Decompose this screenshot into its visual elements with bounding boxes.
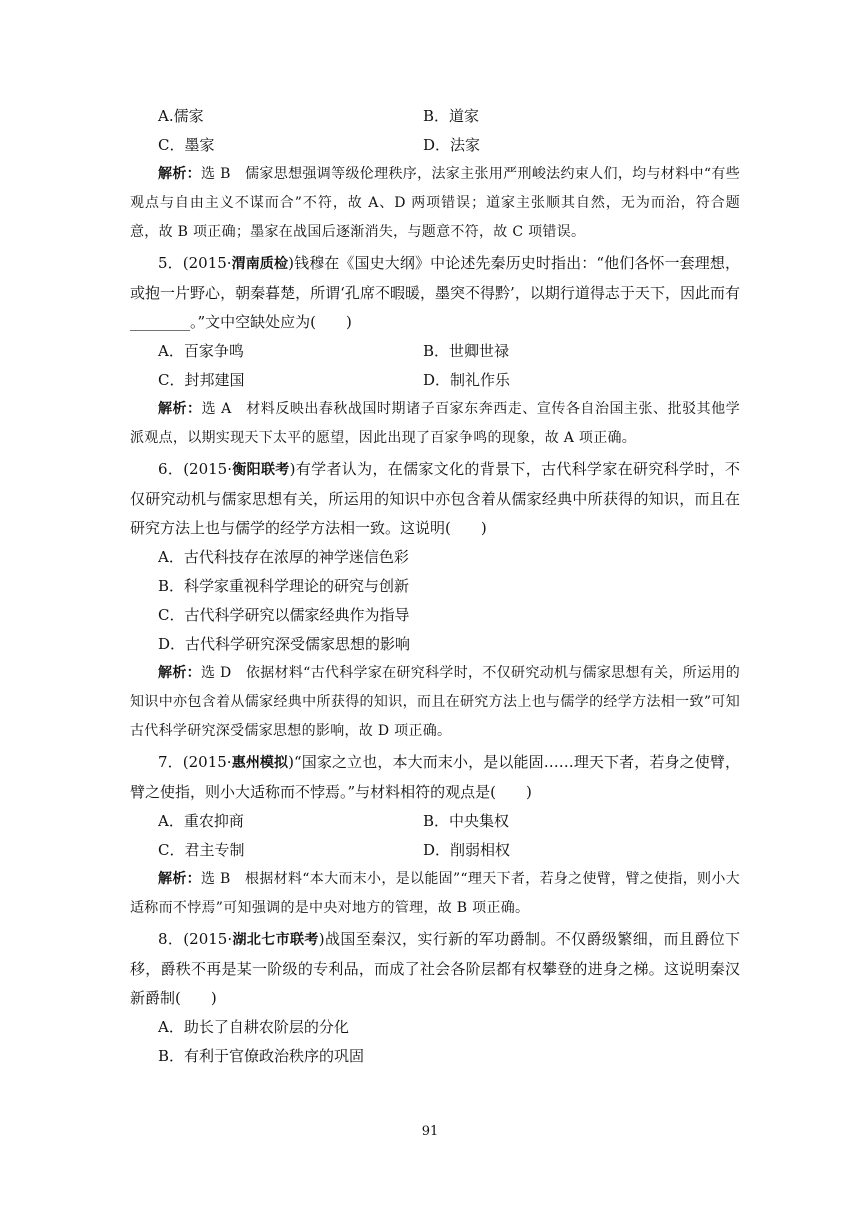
q4-option-c: C．墨家	[158, 136, 215, 154]
q7-option-a: A．重农抑商	[158, 812, 244, 830]
question-text: )有学者认为，在儒家文化的背景下，古代科学家在研究科学时，不仅研究动机与儒家思想有关，所运用的知识中亦包含着从儒家经典中所获得的知识，而且在研究方法上也与儒学的经学方法相一致。这说明( )	[130, 460, 740, 537]
q6-explanation	[130, 659, 740, 746]
q4-options-row-1	[130, 102, 740, 131]
q5-stem	[130, 249, 740, 337]
q4-option-b: B．道家	[423, 107, 480, 125]
question-number: 8．(2015·	[158, 930, 233, 948]
question-text: )战国至秦汉，实行新的军功爵制。不仅爵级繁细，而且爵位下移，爵秩不再是某一阶级的专利品，而成了社会各阶层都有权攀登的进身之梯。这说明秦汉新爵制( )	[130, 930, 740, 1007]
explanation-text: 选 A 材料反映出春秋战国时期诸子百家东奔西走、宣传各自治国主张、批驳其他学派观点，以期实现天下太平的愿望，因此出现了百家争鸣的现象，故 A 项正确。	[130, 401, 740, 446]
explanation-label: 解析：	[158, 665, 201, 681]
question-source: 衡阳联考	[232, 462, 290, 478]
q5-options-row-1	[130, 337, 740, 366]
question-source: 湖北七市联考	[232, 932, 319, 948]
q7-option-b: B．中央集权	[423, 812, 510, 830]
explanation-text: 选 B 根据材料“本大而末小，是以能固”“理天下者，若身之使臂，臂之使指，则小大适称而不悖焉”可知强调的是中央对地方的管理，故 B 项正确。	[130, 871, 740, 916]
q8-stem	[130, 925, 740, 1013]
explanation-text: 选 B 儒家思想强调等级伦理秩序，法家主张用严刑峻法约束人们，均与材料中“有些观点与自由主义不谋而合”不符，故 A、D 两项错误；道家主张顺其自然，无为而治，符合题意，故 B 项正确；墨家在战国后逐渐消失，与题意不符，故 C 项错误。	[130, 166, 740, 240]
q7-option-d: D．削弱相权	[423, 841, 511, 859]
question-source: 惠州模拟	[231, 755, 289, 771]
page-content	[130, 102, 740, 1071]
q5-options-row-2	[130, 366, 740, 395]
q6-option-d: D．古代科学研究深受儒家思想的影响	[158, 635, 411, 653]
q7-stem	[130, 748, 740, 807]
explanation-label: 解析：	[158, 166, 202, 182]
q6-stem	[130, 455, 740, 543]
q7-option-c: C．君主专制	[158, 841, 245, 859]
explanation-label: 解析：	[158, 871, 201, 887]
question-text: )钱穆在《国史大纲》中论述先秦历史时指出：“他们各怀一套理想，或抱一片野心，朝秦暮楚，所谓‘孔席不暇暖，墨突不得黔’，以期行道得志于天下，因此而有________。”文中空缺处应为( )	[130, 254, 740, 331]
q6-option-a: A．古代科技存在浓厚的神学迷信色彩	[158, 548, 409, 566]
q6-option-b: B．科学家重视科学理论的研究与创新	[158, 577, 410, 595]
q5-explanation	[130, 395, 740, 453]
q7-options-row-1	[130, 807, 740, 836]
explanation-text: 选 D 依据材料“古代科学家在研究科学时，不仅研究动机与儒家思想有关，所运用的知识中亦包含着从儒家经典中所获得的知识，而且在研究方法上也与儒学的经学方法相一致”可知古代科学研究深受儒家思想的影响，故 D 项正确。	[130, 665, 741, 739]
q6-option-c: C．古代科学研究以儒家经典作为指导	[158, 606, 410, 624]
q5-option-b: B．世卿世禄	[423, 342, 510, 360]
q7-options-row-2	[130, 836, 740, 865]
q8-option-a: A．助长了自耕农阶层的分化	[158, 1018, 349, 1036]
q4-option-a: A.儒家	[158, 107, 204, 125]
q5-option-a: A．百家争鸣	[158, 342, 244, 360]
question-number: 6．(2015·	[158, 460, 232, 478]
explanation-label: 解析：	[158, 401, 202, 417]
page-number: 91	[421, 1124, 439, 1139]
q8-option-b: B．有利于官僚政治秩序的巩固	[158, 1047, 365, 1065]
question-text: )“国家之立也，本大而末小，是以能固……理天下者，若身之使臂，臂之使指，则小大适称而不悖焉。”与材料相符的观点是( )	[130, 753, 740, 801]
q4-explanation	[130, 160, 740, 247]
q5-option-c: C．封邦建国	[158, 371, 245, 389]
question-number: 7．(2015·	[158, 753, 232, 771]
question-source: 渭南质检	[231, 256, 289, 272]
q4-option-d: D．法家	[423, 136, 481, 154]
q7-explanation	[130, 865, 740, 923]
question-number: 5．(2015·	[158, 254, 232, 272]
q5-option-d: D．制礼作乐	[423, 371, 511, 389]
q4-options-row-2	[130, 131, 740, 160]
